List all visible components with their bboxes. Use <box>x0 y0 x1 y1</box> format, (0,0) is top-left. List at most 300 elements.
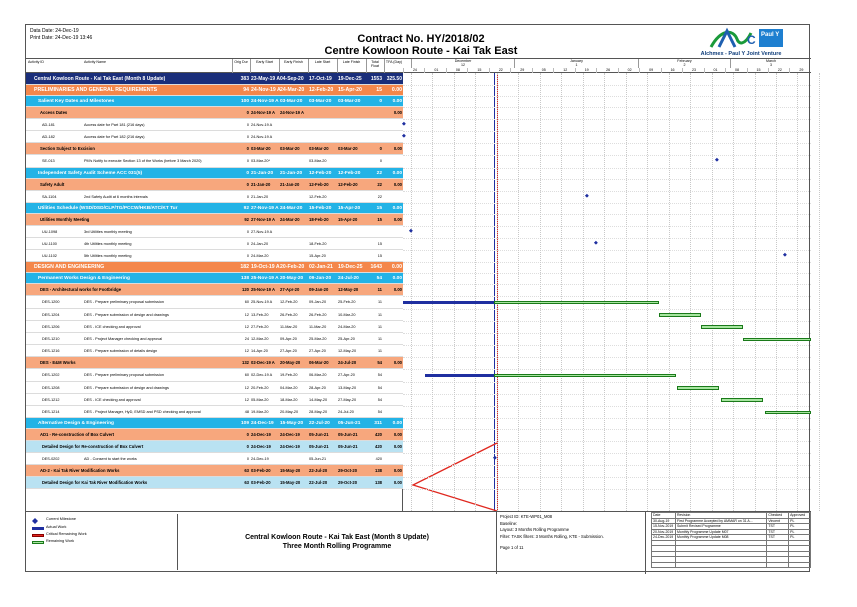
cell-lf: 05-Jun-21 <box>338 444 358 450</box>
wbs-row[interactable] <box>26 429 403 441</box>
activity-row[interactable] <box>26 453 403 465</box>
week-label: 29 <box>789 68 812 73</box>
activity-name: Independent Safety Audit Scheme ACC 031(5) <box>38 170 143 176</box>
cell-es: 20-Feb-20 <box>251 385 269 390</box>
cell-es: 24-Jan-20 <box>251 242 269 246</box>
cell-es: 02-Dec-19 A <box>251 360 275 366</box>
sheet-footer <box>26 511 811 573</box>
activity-name: Alternative Design & Engineering <box>38 421 114 427</box>
cell-tf: 11 <box>378 337 382 341</box>
cell-dur: 12 <box>244 349 249 354</box>
cell-ef: 15-May-20 <box>280 421 304 427</box>
cell-ef: 03-Mar-20 <box>280 99 303 104</box>
cell-tfa: 0.00 <box>393 480 402 486</box>
month-january: January 1 <box>514 59 638 68</box>
activity-name: DES - Prepare submission of design and drawings <box>84 312 169 317</box>
cell-ef: 18-Mar-20 <box>280 397 298 402</box>
activity-name: Utilities Monthly Meeting <box>40 216 90 222</box>
column-header-row <box>26 59 811 73</box>
cell-es: 03-Feb-20 <box>251 480 271 486</box>
week-label: 01 <box>424 68 447 73</box>
activity-id: SE-013 <box>42 159 55 164</box>
svg-text:C: C <box>747 33 756 47</box>
cell-es: 24-Nov-19 A <box>251 87 281 93</box>
page-title <box>256 33 586 57</box>
activity-row[interactable] <box>26 321 403 333</box>
week-label: 29 <box>510 68 533 73</box>
revision-table <box>651 512 811 574</box>
cell-tfa: 0.00 <box>393 360 402 366</box>
cell-tfa: 0.00 <box>392 421 402 427</box>
schedule-sheet <box>25 24 810 572</box>
remaining-work-bar[interactable] <box>743 338 811 342</box>
cell-tfa: 0.00 <box>392 205 402 211</box>
month-december: December 12 <box>411 59 514 68</box>
activity-row[interactable] <box>26 382 403 394</box>
wbs-row[interactable] <box>26 73 403 85</box>
activity-name: DES - Architectural works for Footbridge <box>40 287 122 293</box>
cell-ls: 17-Oct-19 <box>309 76 332 82</box>
cell-lf: 19-Dec-25 <box>338 76 362 82</box>
cell-tf: 54 <box>377 410 382 414</box>
cell-dur: 0 <box>246 242 249 246</box>
wbs-row[interactable] <box>26 107 403 119</box>
cell-ls: 06-Mar-20 <box>309 360 329 366</box>
cell-dur: 0 <box>246 432 249 438</box>
cell-ef: 11-Mar-20 <box>280 324 298 329</box>
cell-dur: 0 <box>246 444 249 450</box>
cell-lf: 24-Jul-20 <box>338 410 354 414</box>
activity-row[interactable] <box>26 155 403 167</box>
activity-name: Safety Adult <box>40 181 65 187</box>
cell-ef: 20-May-20 <box>280 360 301 366</box>
week-label: 15 <box>467 68 490 73</box>
activity-id: DES-1212 <box>42 397 60 402</box>
cell-ls: 12-Feb-20 <box>309 194 327 199</box>
activity-name: AD-2 - Kai Tak River Modification Works <box>40 468 120 474</box>
cell-ef: 19-Feb-20 <box>280 373 298 378</box>
cell-es: 27-Nov-19 A <box>251 216 276 222</box>
wbs-row[interactable] <box>26 168 403 179</box>
week-label: 22 <box>489 68 512 73</box>
actual-work-swatch <box>32 527 44 530</box>
cell-dur: 24 <box>244 337 249 341</box>
activity-id: AD-182 <box>42 135 55 140</box>
col-activity-name[interactable]: Activity Name <box>84 60 106 64</box>
cell-tfa: 0.00 <box>392 276 402 282</box>
wbs-row[interactable] <box>26 477 403 489</box>
cell-lf: 29-Oct-20 <box>338 480 358 486</box>
cell-ls: 12-Feb-20 <box>309 87 334 93</box>
activity-name: DES - ICE checking and approval <box>84 324 141 329</box>
remaining-work-swatch <box>32 541 44 544</box>
critical-remaining-swatch <box>32 534 44 537</box>
activity-id: DES-1204 <box>42 312 60 317</box>
activity-row[interactable] <box>26 345 403 357</box>
cell-tfa: 0.00 <box>393 468 402 474</box>
col-early-start[interactable]: Early Start <box>256 60 273 64</box>
cell-tfa: 0.00 <box>393 146 402 152</box>
cell-es: 27-Feb-20 <box>251 324 269 329</box>
cell-ef: 09-Apr-20 <box>280 337 297 341</box>
activity-row[interactable] <box>26 369 403 381</box>
cell-tf: 11 <box>378 324 382 329</box>
cell-ef: 26-Feb-20 <box>280 312 298 317</box>
legend-critical-remaining-work: Critical Remaining Work <box>46 532 87 536</box>
cell-tf: 15 <box>376 87 382 93</box>
cell-ls: 12-Feb-20 <box>309 181 329 187</box>
cell-ls: 09-Jan-20 <box>309 287 329 293</box>
col-activity-id[interactable]: Activity ID <box>28 60 44 64</box>
wbs-row[interactable] <box>26 262 403 273</box>
milestone-marker[interactable]: ◆ <box>594 240 598 246</box>
cell-tf: 1553 <box>370 76 382 82</box>
cell-ef: 15-May-20 <box>280 480 301 486</box>
cell-tf: 311 <box>374 421 382 427</box>
cell-ls: 15-Feb-20 <box>309 205 332 211</box>
col-early-finish[interactable]: Early Finish <box>284 60 303 64</box>
cell-dur: 0 <box>246 229 249 234</box>
cell-tf: 15 <box>377 216 382 222</box>
cell-tf: 11 <box>377 287 382 293</box>
cell-es: 24-Mar-20 <box>251 254 269 259</box>
cell-dur: 92 <box>243 205 249 211</box>
cell-dur: 63 <box>244 480 249 486</box>
legend-actual-work: Actual Work <box>46 525 67 529</box>
cell-lf: 27-May-20 <box>338 397 357 402</box>
wbs-row[interactable] <box>26 85 403 96</box>
cell-ef: 04-Mar-20 <box>280 385 298 390</box>
week-label: 15 <box>747 68 770 73</box>
activity-row[interactable] <box>26 119 403 131</box>
cell-dur: 138 <box>240 276 249 282</box>
cell-ef: 24-Dec-19 <box>280 432 300 438</box>
cell-tf: 138 <box>375 480 382 486</box>
week-label: 19 <box>575 68 598 73</box>
activity-name: DES - E&M Works <box>40 360 76 366</box>
cell-ls: 28-Apr-20 <box>309 385 326 390</box>
cell-tf: 54 <box>377 385 382 390</box>
cell-lf: 24-Mar-20 <box>338 324 356 329</box>
milestone-marker[interactable]: ◆ <box>783 252 787 259</box>
cell-ef: 21-Jan-20 <box>280 170 303 176</box>
activity-name: Detailed Design for Re-construction of Box Culvert <box>42 444 144 450</box>
cell-dur: 12 <box>244 385 249 390</box>
remaining-work-bar[interactable] <box>494 301 659 305</box>
jv-logo-icon <box>681 27 801 51</box>
cell-ls: 14-May-20 <box>309 397 328 402</box>
cell-es: 25-Nov-19 A <box>251 287 276 293</box>
activity-id: UU-1100 <box>42 242 57 246</box>
activity-row[interactable] <box>26 309 403 321</box>
cell-ls: 06-Mar-20 <box>309 373 327 378</box>
activity-name: Permanent Works Design & Engineering <box>38 276 130 282</box>
cell-ef: 03-Mar-20 <box>280 146 300 152</box>
milestone-marker[interactable]: ◆ <box>585 192 589 199</box>
week-label: 23 <box>682 68 705 73</box>
sheet-header <box>26 25 811 59</box>
cell-lf: 12-May-20 <box>338 287 359 293</box>
company-logo <box>681 27 801 57</box>
week-label: 01 <box>704 68 727 73</box>
cell-tf: 15 <box>376 205 382 211</box>
activity-name: Access date for Part 182 (216 days) <box>84 135 145 140</box>
cell-dur: 0 <box>246 181 249 187</box>
remaining-work-bar[interactable] <box>721 398 763 402</box>
cell-lf: 12-Feb-20 <box>338 170 361 176</box>
activity-name: Utilities Schedule (WSD/DSD/CLP/TG/PCCW/HKB/ATC/KT Tur <box>38 205 178 211</box>
joint-venture-name: Alchmex - Paul Y Joint Venture <box>700 51 782 57</box>
activity-name: DES - Prepare preliminary proposal submission <box>84 373 164 378</box>
remaining-work-bar[interactable] <box>765 411 811 415</box>
footer-title <box>178 534 496 551</box>
cell-lf: 24-Jul-20 <box>338 276 359 282</box>
cell-ls: 22-Jul-20 <box>309 468 328 474</box>
cell-es: 21-Jan-20 <box>251 194 269 199</box>
cell-ls: 18-Feb-20 <box>309 216 329 222</box>
cell-lf: 15-Apr-20 <box>338 216 358 222</box>
wbs-row[interactable] <box>26 465 403 477</box>
activity-name: Salient Key Dates and Milestones <box>38 99 115 104</box>
milestone-marker[interactable]: ◆ <box>409 227 413 234</box>
cell-ef: 04-Sep-20 <box>280 76 304 82</box>
cell-tfa: 0.00 <box>393 432 402 438</box>
cell-lf: 03-Mar-20 <box>338 99 361 104</box>
project-name: Centre Kowloon Route - Kai Tak East <box>324 45 518 57</box>
activity-name: Access date for Part 181 (216 days) <box>84 123 145 127</box>
cell-es: 27-Nov-19 A <box>251 229 273 234</box>
cell-ls: 25-Mar-20 <box>309 337 327 341</box>
cell-ls: 28-May-20 <box>309 410 328 414</box>
remaining-work-bar[interactable] <box>494 374 676 378</box>
cell-ef: 12-Feb-20 <box>280 300 298 305</box>
revision-row: 15-Nov-2019 Submit Revised Programme TST PL <box>652 524 811 530</box>
layout: Layout: 3 Months Rolling Programme <box>500 527 570 532</box>
wbs-row[interactable] <box>26 214 403 226</box>
cell-dur: 182 <box>240 264 249 271</box>
cell-es: 24-Dec-19 <box>251 421 274 427</box>
cell-tf: 54 <box>377 360 382 366</box>
cell-ls: 03-Mar-20 <box>309 99 332 104</box>
col-tfa[interactable]: TFA (Day) <box>385 60 403 64</box>
milestone-marker[interactable]: ◆ <box>715 157 719 164</box>
col-total-float[interactable]: Total Float <box>371 60 379 68</box>
cell-es: 12-Mar-20 <box>251 337 269 341</box>
cell-es: 13-Feb-20 <box>251 312 269 317</box>
cell-ef: 24-Mar-20 <box>280 216 300 222</box>
cell-lf: 03-Mar-20 <box>338 146 358 152</box>
cell-ef: 27-Apr-20 <box>280 349 297 354</box>
remaining-work-bar[interactable] <box>659 313 701 317</box>
cell-ls: 22-Jul-20 <box>309 480 328 486</box>
week-label: 16 <box>661 68 684 73</box>
cell-dur: 48 <box>244 410 249 414</box>
cell-tfa: 0.00 <box>393 216 402 222</box>
activity-id: DES-1206 <box>42 324 60 329</box>
week-label: 26 <box>596 68 619 73</box>
activity-row[interactable] <box>26 191 403 203</box>
cell-lf: 12-Feb-20 <box>338 181 358 187</box>
wbs-row[interactable] <box>26 96 403 107</box>
cell-dur: 0 <box>246 170 249 176</box>
cell-ls: 05-Jun-21 <box>309 444 329 450</box>
activity-id: SA-1104 <box>42 194 57 199</box>
baseline: Baseline: <box>500 520 518 526</box>
cell-dur: 0 <box>246 110 249 115</box>
activity-id: DES-0202 <box>42 457 60 462</box>
week-label: 12 <box>553 68 576 73</box>
cell-dur: 132 <box>242 360 249 366</box>
activity-row[interactable] <box>26 131 403 143</box>
cell-dur: 0 <box>246 135 249 140</box>
cell-ls: 18-Feb-20 <box>309 242 327 246</box>
cell-es: 14-Apr-20 <box>251 349 268 354</box>
cell-ls: 05-Jun-21 <box>309 457 327 462</box>
milestone-diamond-icon <box>32 518 37 523</box>
month-february: February 2 <box>638 59 730 68</box>
cell-lf: 12-May-20 <box>338 349 357 354</box>
cell-ef: 27-Apr-20 <box>280 287 300 293</box>
cell-ef: 24-Nov-19 A <box>280 110 305 115</box>
wbs-row[interactable] <box>26 143 403 155</box>
activity-name: 4th Utilities monthly meeting <box>84 242 132 246</box>
wbs-row[interactable] <box>26 179 403 191</box>
project-info <box>496 512 646 574</box>
cell-es: 24-Nov-19 A <box>251 110 276 115</box>
cell-dur: 12 <box>244 397 249 402</box>
cell-es: 25-Nov-19 A <box>251 276 279 282</box>
cell-es: 19-Oct-19 A <box>251 264 280 271</box>
col-orig-dur[interactable]: Orig Dur <box>234 60 248 64</box>
remaining-work-bar[interactable] <box>677 386 719 390</box>
actual-work-bar[interactable] <box>403 301 494 304</box>
cell-tf: 0 <box>379 159 382 164</box>
month-march: March 3 <box>730 59 811 68</box>
col-late-finish[interactable]: Late Finish <box>342 60 361 64</box>
cell-es: 05-Mar-20 <box>251 397 269 402</box>
revision-row: 24-Dec-2019 Monthly Programme Update M08 TST PL <box>652 535 811 541</box>
milestone-marker[interactable]: ◆ <box>493 455 497 462</box>
cell-lf: 25-Apr-20 <box>338 337 355 341</box>
cell-ef: 20-Feb-20 <box>280 264 305 271</box>
cell-lf: 15-Apr-20 <box>338 87 362 93</box>
page-number: Page 1 of 11 <box>500 545 524 550</box>
gantt-chart <box>403 73 811 511</box>
wbs-row[interactable] <box>26 357 403 369</box>
week-label: 08 <box>725 68 748 73</box>
activity-id: DES-1214 <box>42 410 60 414</box>
cell-dur: 109 <box>240 421 249 427</box>
col-late-start[interactable]: Late Start <box>314 60 331 64</box>
cell-tfa: 0.00 <box>391 264 402 271</box>
cell-ls: 26-Feb-20 <box>309 312 327 317</box>
footer-subtitle: Three Month Rolling Programme <box>282 542 392 550</box>
wbs-row[interactable] <box>26 273 403 284</box>
activity-name: Central Kowloon Route - Kai Tak East (Month 8 Update) <box>34 76 166 82</box>
week-label: 02 <box>618 68 641 73</box>
cell-es: 23-May-19 A <box>251 76 280 82</box>
cell-tfa: 0.00 <box>393 181 402 187</box>
cell-ef: 24-Mar-20 <box>280 87 305 93</box>
activity-row[interactable] <box>26 406 403 418</box>
cell-ef: 20-May-20 <box>280 410 299 414</box>
cell-dur: 100 <box>240 99 249 104</box>
cell-ls: 09-Jan-20 <box>309 300 327 305</box>
cell-lf: 24-Jul-20 <box>338 360 357 366</box>
wbs-row[interactable] <box>26 284 403 296</box>
legend-remaining-work: Remaining Work <box>46 539 74 543</box>
activity-row[interactable] <box>26 250 403 262</box>
week-label: 08 <box>446 68 469 73</box>
milestone-marker[interactable]: ◆ <box>402 133 406 140</box>
cell-lf: 25-Feb-20 <box>338 300 356 305</box>
cell-lf: 29-Oct-20 <box>338 468 358 474</box>
cell-dur: 60 <box>244 300 249 305</box>
project-id: Project ID: KTE-WP01_M08 <box>500 514 553 519</box>
actual-work-bar[interactable] <box>425 374 494 377</box>
cell-es: 19-Mar-20 <box>251 410 269 414</box>
cell-dur: 0 <box>246 123 249 127</box>
cell-ls: 09-Jan-20 <box>309 276 332 282</box>
cell-lf: 15-Apr-20 <box>338 205 361 211</box>
activity-row[interactable] <box>26 333 403 345</box>
week-label: 05 <box>532 68 555 73</box>
cell-tfa: 0.00 <box>393 444 402 450</box>
activity-id: DES-1208 <box>42 385 60 390</box>
activity-name: 5th Utilities monthly meeting <box>84 254 132 259</box>
cell-tfa: 0.00 <box>393 110 402 115</box>
activity-table <box>26 73 403 511</box>
cell-tf: 420 <box>375 457 382 462</box>
activity-row[interactable] <box>26 394 403 406</box>
activity-row[interactable] <box>26 226 403 238</box>
cell-tfa: 0.00 <box>392 170 402 176</box>
cell-ls: 15-Apr-20 <box>309 254 326 259</box>
cell-tf: 54 <box>376 276 382 282</box>
milestone-marker[interactable]: ◆ <box>402 121 406 127</box>
activity-id: AD-181 <box>42 123 55 127</box>
cell-dur: 60 <box>244 373 249 378</box>
activity-id: UU-1102 <box>42 254 57 259</box>
cell-tf: 22 <box>377 181 382 187</box>
activity-id: DES-1202 <box>42 373 60 378</box>
cell-tfa: 0.00 <box>393 287 402 293</box>
cell-dur: 94 <box>243 87 249 93</box>
cell-dur: 120 <box>242 287 249 293</box>
cell-tf: 420 <box>375 432 382 438</box>
activity-row[interactable] <box>26 238 403 250</box>
wbs-row[interactable] <box>26 203 403 214</box>
cell-ef: 21-Jan-20 <box>280 181 300 187</box>
revision-header-row: Date Revision Checked Approved <box>652 513 811 519</box>
cell-tf: 15 <box>377 242 382 246</box>
cell-tf: 11 <box>378 349 382 354</box>
wbs-row[interactable] <box>26 418 403 429</box>
wbs-row[interactable] <box>26 441 403 453</box>
cell-es: 25-Nov-19 A <box>251 300 273 305</box>
cell-ls: 03-Mar-20 <box>309 146 329 152</box>
cell-es: 24-Dec-19 <box>251 444 271 450</box>
cell-ls: 03-Mar-20 <box>309 159 327 164</box>
activity-id: DES-1216 <box>42 349 60 354</box>
activity-name: AD - Consent to start the works <box>84 457 137 462</box>
cell-dur: 0 <box>246 194 249 199</box>
cell-tf: 15 <box>377 254 382 259</box>
activity-name: 3rd Utilities monthly meeting <box>84 229 132 234</box>
activity-row[interactable] <box>26 296 403 308</box>
remaining-work-bar[interactable] <box>701 325 743 329</box>
cell-dur: 12 <box>244 312 249 317</box>
